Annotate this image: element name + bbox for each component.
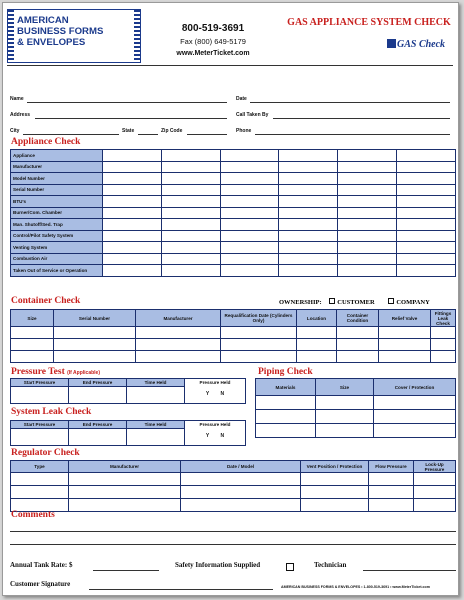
logo-line-2: BUSINESS FORMS — [17, 26, 104, 37]
col-container-condition: Container Condition — [337, 310, 379, 327]
row-label: Taken Out of Service or Operation — [11, 265, 103, 277]
row-label: Manufacturer — [11, 161, 103, 173]
col-materials: Materials — [256, 379, 316, 396]
col-manufacturer: Manufacturer — [69, 461, 181, 473]
name-field[interactable] — [27, 102, 227, 103]
customer-signature-field[interactable] — [89, 589, 273, 590]
col-relief-valve: Relief Valve — [379, 310, 431, 327]
appliance-row — [11, 173, 456, 185]
zip-label: Zip Code — [161, 128, 183, 134]
appliance-row — [11, 265, 456, 277]
row-label: Appliance — [11, 150, 103, 162]
regulator-row — [11, 499, 456, 512]
customer-option[interactable]: CUSTOMER — [329, 299, 374, 306]
col-end-pressure: End Pressure — [69, 421, 127, 429]
date-label: Date — [236, 96, 247, 102]
fax-number: Fax (800) 649-5179 — [180, 37, 246, 46]
container-row — [11, 327, 456, 339]
regulator-check-table — [10, 460, 456, 512]
logo-line-3: & ENVELOPES — [17, 37, 86, 48]
container-check-table — [10, 309, 456, 363]
appliance-row — [11, 253, 456, 265]
col-date-model: Date / Model — [181, 461, 301, 473]
piping-check-title: Piping Check — [258, 367, 313, 377]
city-label: City — [10, 128, 20, 134]
logo-line-1: AMERICAN — [17, 15, 69, 26]
safety-info-label: Safety Information Supplied — [175, 561, 261, 569]
company-option[interactable]: COMPANY — [388, 299, 429, 306]
col-serial-number: Serial Number — [54, 310, 136, 327]
form-sheet — [2, 2, 459, 596]
col-flow-pressure: Flow Pressure — [369, 461, 414, 473]
row-label: Combustion Air — [11, 253, 103, 265]
col-end-pressure: End Pressure — [69, 379, 127, 387]
safety-info-checkbox[interactable] — [286, 563, 294, 571]
col-time-held: Time Held — [127, 379, 185, 387]
system-leak-check-table — [10, 420, 246, 446]
col-requalification-date: Requalification Date (Cylinders Only) — [221, 310, 297, 327]
footer-text: AMERICAN BUSINESS FORMS & ENVELOPES • 1-800-519-3691 • www.MeterTicket.com — [281, 585, 430, 589]
container-row — [11, 339, 456, 351]
regulator-row — [11, 486, 456, 499]
container-row — [11, 351, 456, 363]
row-label: Model Number — [11, 173, 103, 185]
state-field[interactable] — [138, 134, 158, 135]
phone-number: 800-519-3691 — [181, 23, 245, 34]
phone-field[interactable] — [255, 134, 450, 135]
date-field[interactable] — [250, 102, 450, 103]
logo-stripe-right — [134, 10, 140, 62]
col-lock-up-pressure: Lock-Up Pressure — [414, 461, 456, 473]
row-label: Man. Shutoff/Sed. Trap — [11, 219, 103, 231]
gas-check-brand — [387, 39, 445, 50]
row-label: Burner/Com. Chamber — [11, 207, 103, 219]
city-field[interactable] — [23, 134, 119, 135]
customer-signature-label: Customer Signature — [10, 580, 71, 588]
regulator-check-title: Regulator Check — [11, 448, 80, 458]
container-check-title: Container Check — [11, 296, 81, 306]
col-location: Location — [297, 310, 337, 327]
appliance-check-title: Appliance Check — [11, 137, 81, 147]
comments-line-1[interactable] — [10, 531, 456, 532]
ownership-group — [279, 298, 430, 306]
annual-tank-rate-label: Annual Tank Rate: $ — [10, 561, 73, 569]
col-pressure-held: Pressure Held — [199, 380, 231, 385]
pressure-held-cell[interactable] — [185, 421, 246, 446]
yes-no-options[interactable]: Y N — [205, 391, 225, 397]
yes-no-options[interactable]: Y N — [205, 433, 225, 439]
appliance-check-table — [10, 149, 456, 277]
row-label: Control/Pilot Safety System — [11, 230, 103, 242]
brand-text: GAS Check — [397, 39, 446, 50]
system-leak-check-title: System Leak Check — [11, 407, 92, 417]
technician-field[interactable] — [363, 570, 456, 571]
col-size: Size — [11, 310, 54, 327]
technician-label: Technician — [314, 561, 347, 569]
appliance-row — [11, 184, 456, 196]
col-pressure-held: Pressure Held — [199, 422, 231, 427]
pressure-held-cell[interactable] — [185, 379, 246, 404]
piping-check-table — [255, 378, 456, 438]
pressure-test-note: (If Applicable) — [67, 370, 100, 376]
comments-line-2[interactable] — [10, 544, 456, 545]
company-logo — [7, 9, 141, 63]
col-fittings-leak-check: Fittings Leak Check — [431, 310, 456, 327]
row-label: BTU's — [11, 196, 103, 208]
col-manufacturer: Manufacturer — [136, 310, 221, 327]
comments-title: Comments — [11, 510, 55, 520]
flame-icon — [387, 39, 396, 48]
pressure-test-table — [10, 378, 246, 404]
company-checkbox[interactable] — [388, 298, 394, 304]
state-label: State — [122, 128, 135, 134]
appliance-row — [11, 219, 456, 231]
phone-label: Phone — [236, 128, 252, 134]
ownership-label: OWNERSHIP: — [279, 299, 322, 306]
address-field[interactable] — [35, 118, 227, 119]
call-taken-by-label: Call Taken By — [236, 112, 269, 118]
pressure-test-title: Pressure Test (If Applicable) — [11, 367, 100, 377]
col-vent-position: Vent Position / Protection — [301, 461, 369, 473]
piping-row — [256, 410, 456, 424]
appliance-row — [11, 230, 456, 242]
appliance-row — [11, 196, 456, 208]
col-start-pressure: Start Pressure — [11, 421, 69, 429]
row-label: Venting System — [11, 242, 103, 254]
regulator-row — [11, 473, 456, 486]
row-label: Serial Number — [11, 184, 103, 196]
name-label: Name — [10, 96, 24, 102]
annual-tank-rate-field[interactable] — [93, 570, 159, 571]
website: www.MeterTicket.com — [176, 50, 250, 57]
col-type: Type — [11, 461, 69, 473]
header-divider — [7, 65, 453, 66]
appliance-row — [11, 242, 456, 254]
col-start-pressure: Start Pressure — [11, 379, 69, 387]
col-cover-protection: Cover / Protection — [374, 379, 456, 396]
customer-checkbox[interactable] — [329, 298, 335, 304]
piping-row — [256, 396, 456, 410]
call-taken-by-field[interactable] — [273, 118, 450, 119]
zip-field[interactable] — [187, 134, 227, 135]
appliance-row — [11, 207, 456, 219]
address-label: Address — [10, 112, 31, 118]
document-title: GAS APPLIANCE SYSTEM CHECK — [287, 17, 451, 28]
appliance-row — [11, 161, 456, 173]
logo-stripe-left — [8, 10, 14, 62]
col-size: Size — [316, 379, 374, 396]
appliance-row — [11, 150, 456, 162]
piping-row — [256, 424, 456, 438]
col-time-held: Time Held — [127, 421, 185, 429]
